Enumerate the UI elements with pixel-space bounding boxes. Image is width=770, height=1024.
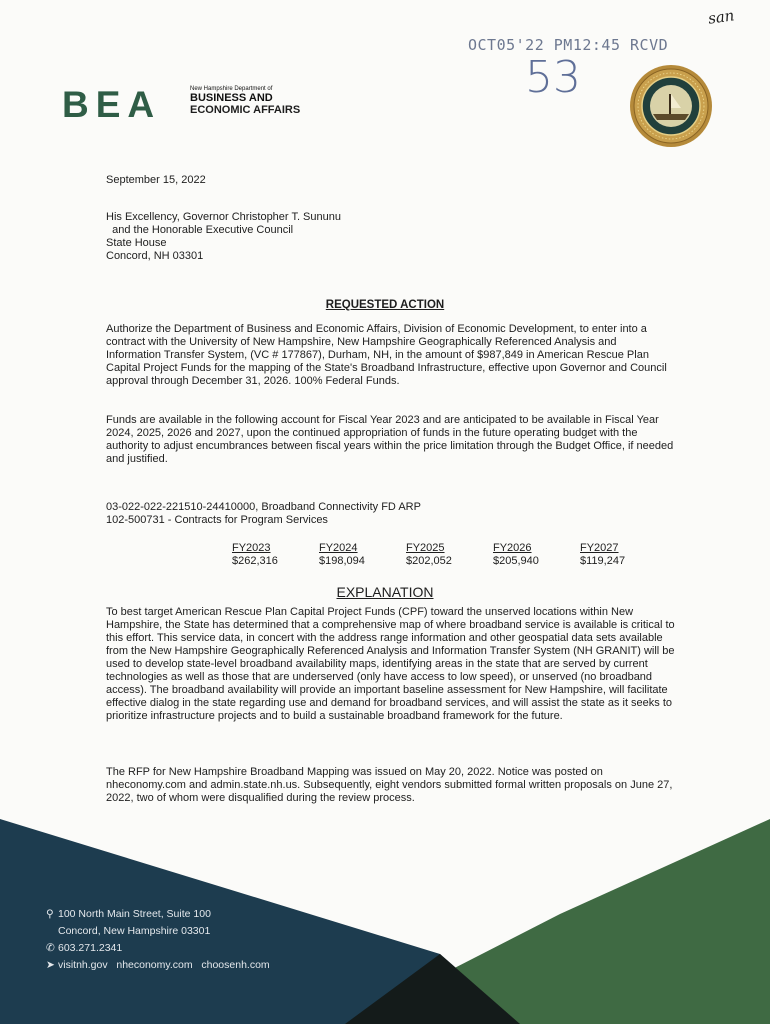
funding-paragraph: Funds are available in the following account for Fiscal Year 2023 and are anticipated to be available in Fiscal Year 2024, 2025, 2026 and 2027, upon the continued appropriation of funds in the future operating budget with the authority to adjust encumbrances between fiscal years within the price limitation through the Budget Office, if needed and justified. xyxy=(106,414,674,465)
fy-header: FY2027 xyxy=(580,542,619,554)
received-stamp: OCT05'22 PM12:45 RCVD xyxy=(468,36,669,54)
requested-action-heading: REQUESTED ACTION xyxy=(325,299,445,311)
explanation-paragraph: To best target American Rescue Plan Capital Project Funds (CPF) toward the unserved locations within New Hampshire, the State has determined that a comprehensive map of where broadband service is available is critical to this effort. This service data, in concert with the address range information and other geospatial data sets available from the New Hampshire Geographically Referenced Analysis and Information Transfer System (NH GRANIT) will be used to develop state-level broadband availability maps, identifying areas in the state that are served by current technologies as well as those that are underserved (only have access to low speed), or unserved (no broadband access). The broadband availability will provide an important baseline assessment for New Hampshire, will facilitate effective dialog in the state regarding use and demand for broadband services, and will assist the state as it seeks to prioritize infrastructure projects and to build a sustainable broadband framework for the future. xyxy=(106,606,675,722)
fy-header: FY2026 xyxy=(493,542,532,554)
recipient-line: and the Honorable Executive Council xyxy=(106,224,294,236)
recipient-line: His Excellency, Governor Christopher T. Sununu xyxy=(106,211,341,223)
department-title-line1: BUSINESS AND xyxy=(190,92,273,104)
website-links: visitnh.gov nheconomy.com choosenh.com xyxy=(58,959,270,971)
letter-date: September 15, 2022 xyxy=(106,174,206,186)
fy-amount: $205,940 xyxy=(493,555,539,567)
address-line: Concord, New Hampshire 03301 xyxy=(58,925,211,937)
department-title-line2: ECONOMIC AFFAIRS xyxy=(190,104,301,116)
recipient-address xyxy=(106,211,341,263)
fy-amount: $262,316 xyxy=(232,555,278,567)
fy-header: FY2023 xyxy=(232,542,271,554)
address-line: 100 North Main Street, Suite 100 xyxy=(58,908,211,920)
account-line: 102-500731 - Contracts for Program Services xyxy=(106,514,328,526)
state-seal-icon xyxy=(629,64,713,148)
phone-number: 603.271.2341 xyxy=(58,942,123,954)
department-name xyxy=(190,86,300,116)
fy-header: FY2024 xyxy=(319,542,358,554)
footer-websites xyxy=(46,957,270,974)
handwritten-initials: san xyxy=(706,6,736,28)
location-pin-icon: ⚲ xyxy=(46,908,54,920)
account-line: 03-022-022-221510-24410000, Broadband Connectivity FD ARP xyxy=(106,501,421,513)
cursor-icon: ➤ xyxy=(46,959,55,971)
footer-phone xyxy=(46,940,270,957)
phone-icon: ✆ xyxy=(46,942,55,954)
account-block xyxy=(106,501,421,527)
fy-amount: $119,247 xyxy=(580,555,626,567)
recipient-line: State House xyxy=(106,237,167,249)
rfp-paragraph: The RFP for New Hampshire Broadband Mapping was issued on May 20, 2022. Notice was posted on nheconomy.com and admin.state.nh.us. Subsequently, eight vendors submitted formal written proposals on June 27, 2022, two of whom were disqualified during the review process. xyxy=(106,766,673,804)
explanation-heading: EXPLANATION xyxy=(336,584,434,600)
requested-action-paragraph: Authorize the Department of Business and Economic Affairs, Division of Economic Development, to enter into a contract with the University of New Hampshire, New Hampshire Geographically Referenced Analysis and Information Transfer System, (VC # 177867), Durham, NH, in the amount of $987,849 in American Rescue Plan Capital Project Funds for the mapping of the State's Broadband Infrastructure, effective upon Governor and Council approval through December 31, 2026. 100% Federal Funds. xyxy=(106,323,667,387)
department-prefix: New Hampshire Department of xyxy=(190,86,273,92)
fy-amount: $198,094 xyxy=(319,555,365,567)
footer-address xyxy=(46,906,270,923)
handwritten-number: 53 xyxy=(525,52,581,103)
fiscal-year-table xyxy=(232,542,667,568)
fy-header: FY2025 xyxy=(406,542,445,554)
bea-logo: BEA xyxy=(62,84,162,125)
footer-contact xyxy=(46,906,270,974)
recipient-line: Concord, NH 03301 xyxy=(106,250,204,262)
fy-amount: $202,052 xyxy=(406,555,452,567)
